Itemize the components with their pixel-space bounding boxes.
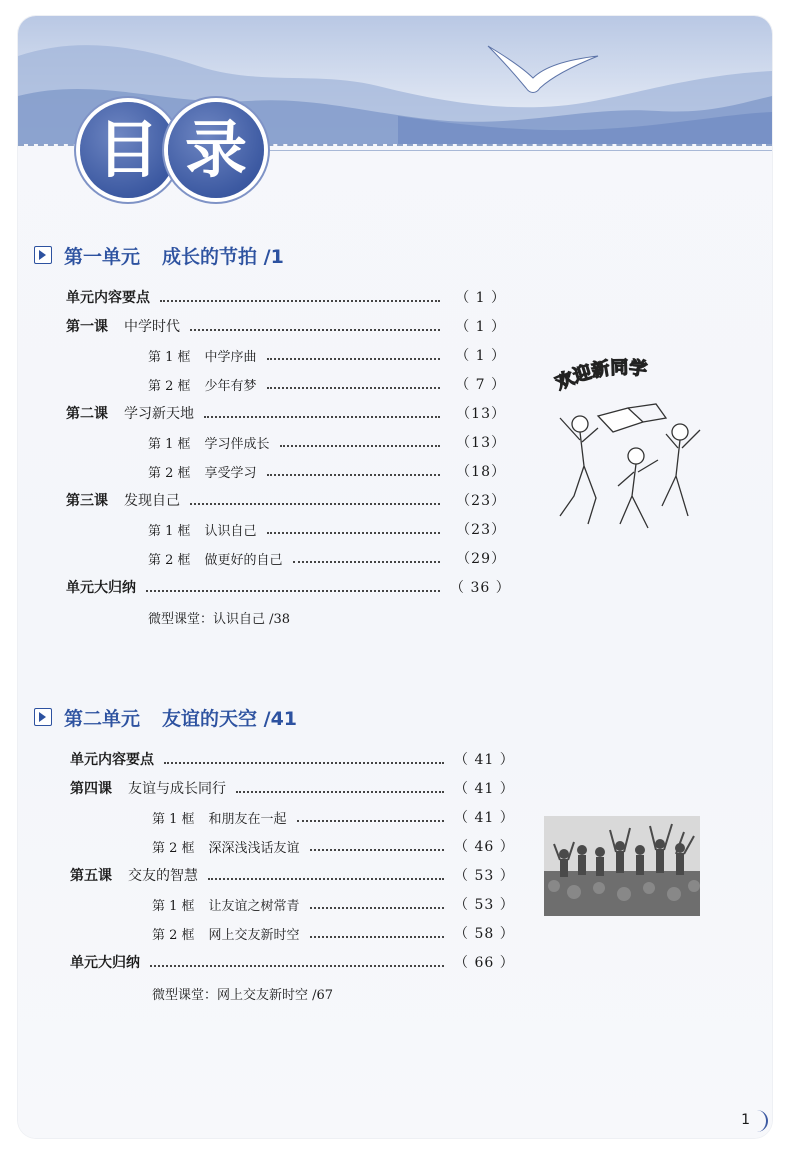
toc-entry[interactable]: 单元内容要点 （ 41 ） [70, 752, 515, 768]
welcome-students-illustration [538, 356, 708, 546]
svg-text:欢迎新同学 [552, 356, 648, 394]
toc-entry[interactable]: 第 1 框 和朋友在一起 （ 41 ） [152, 810, 515, 827]
leader-dots [236, 790, 444, 793]
leader-dots [310, 906, 444, 909]
toc-entry[interactable]: 第 2 框 网上交友新时空 （ 58 ） [152, 926, 515, 943]
unit-2-title: 友谊的天空 /41 [162, 707, 298, 730]
toc-entry[interactable]: 第五课 交友的智慧 （ 53 ） [70, 868, 515, 884]
leader-dots [160, 299, 440, 302]
leader-dots [190, 328, 440, 331]
unit-1-title: 成长的节拍 /1 [162, 245, 284, 268]
arrow-right-icon [34, 708, 52, 726]
toc-entry[interactable]: 单元内容要点 （ 1 ） [66, 290, 506, 306]
toc-entry[interactable]: 第 1 框 中学序曲 （ 1 ） [148, 348, 506, 365]
micro-lesson-2[interactable]: 微型课堂：网上交友新时空 /67 [152, 988, 334, 1003]
cheering-students-photo [544, 816, 700, 916]
leader-dots [297, 819, 444, 822]
leader-dots [267, 531, 440, 534]
title-char-2: 录 [168, 102, 264, 198]
leader-dots [208, 877, 444, 880]
illustration-caption: 欢迎新同学 [552, 357, 649, 395]
leader-dots [267, 473, 440, 476]
toc-entry[interactable]: 第 1 框 让友谊之树常青 （ 53 ） [152, 897, 515, 914]
leader-dots [146, 589, 440, 592]
unit-2-number: 第二单元 [64, 707, 141, 730]
toc-entry[interactable]: 第三课 发现自己 （23） [66, 493, 506, 509]
toc-entry[interactable]: 单元大归纳 （ 66 ） [70, 955, 515, 971]
page-number-bracket [754, 1110, 768, 1132]
toc-entry[interactable]: 第 2 框 享受学习 （18） [148, 464, 506, 481]
title-char-1: 目 [80, 102, 176, 198]
leader-dots [164, 761, 444, 764]
toc-entry[interactable]: 第 1 框 认识自己 （23） [148, 522, 506, 539]
toc-entry[interactable]: 第一课 中学时代 （ 1 ） [66, 319, 506, 335]
toc-entry[interactable]: 第 1 框 学习伴成长 （13） [148, 435, 506, 452]
unit-2-heading[interactable] [34, 702, 297, 732]
leader-dots [204, 415, 440, 418]
toc-entry[interactable]: 第二课 学习新天地 （13） [66, 406, 506, 422]
micro-lesson-1[interactable]: 微型课堂：认识自己 /38 [148, 612, 291, 627]
leader-dots [293, 560, 440, 563]
unit-1-heading[interactable] [34, 240, 284, 270]
unit-1-number: 第一单元 [64, 245, 141, 268]
toc-entry[interactable]: 第 2 框 做更好的自己 （29） [148, 551, 506, 568]
leader-dots [267, 386, 440, 389]
toc-entry[interactable]: 单元大归纳 （ 36 ） [66, 580, 511, 596]
toc-entry[interactable]: 第四课 友谊与成长同行 （ 41 ） [70, 781, 515, 797]
arrow-right-icon [34, 246, 52, 264]
toc-page [18, 16, 772, 1138]
leader-dots [280, 444, 440, 447]
leader-dots [310, 935, 444, 938]
toc-entry[interactable]: 第 2 框 少年有梦 （ 7 ） [148, 377, 506, 394]
page-number: 1 [741, 1112, 750, 1128]
leader-dots [267, 357, 440, 360]
leader-dots [190, 502, 440, 505]
leader-dots [310, 848, 444, 851]
toc-entry[interactable]: 第 2 框 深深浅浅话友谊 （ 46 ） [152, 839, 515, 856]
leader-dots [150, 964, 444, 967]
